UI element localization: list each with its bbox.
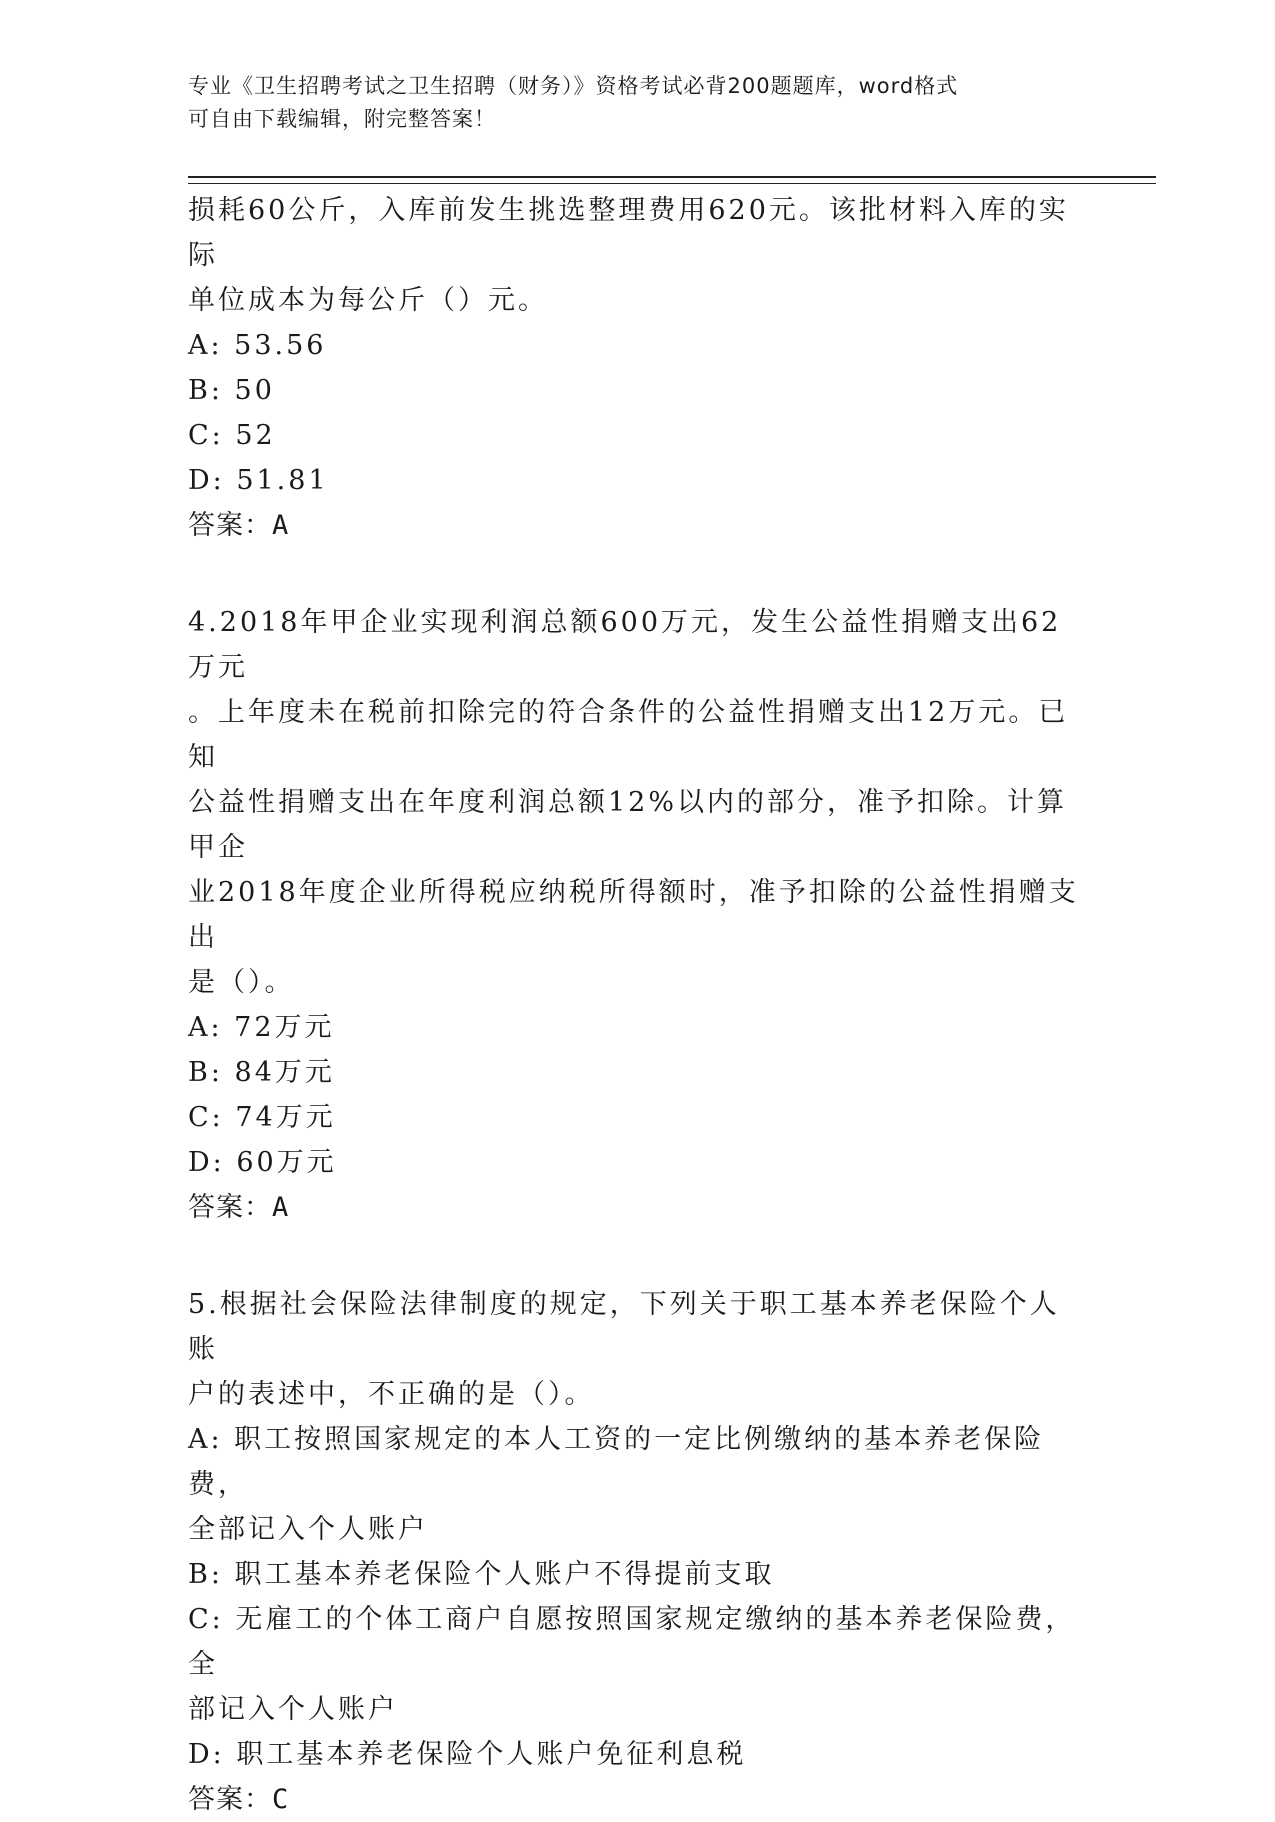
- question-stem-line: 户的表述中，不正确的是（）。: [188, 1379, 595, 1410]
- answer-label: 答案：: [188, 1784, 272, 1815]
- answer-line: [188, 1185, 1088, 1230]
- answer-value: C: [272, 1784, 290, 1815]
- option-c: C: 无雇工的个体工商户自愿按照国家规定缴纳的基本养老保险费，全: [188, 1604, 1076, 1680]
- answer-line: [188, 1777, 1088, 1822]
- option-b: B: 50: [188, 375, 275, 406]
- header-title-line-2: 可自由下载编辑，附完整答案！: [188, 107, 496, 131]
- question-stem-line: 是（）。: [188, 967, 295, 998]
- option-a-continued: 全部记入个人账户: [188, 1514, 428, 1545]
- option-d: D: 职工基本养老保险个人账户免征利息税: [188, 1739, 747, 1770]
- question-stem-line: 单位成本为每公斤（）元。: [188, 285, 548, 316]
- document-body: [188, 188, 1088, 1822]
- header-rule-thin: [188, 183, 1156, 184]
- question-stem-line: 业2018年度企业所得税应纳税所得额时，准予扣除的公益性捐赠支出: [188, 877, 1079, 953]
- option-c: C: 74万元: [188, 1102, 336, 1133]
- option-d: D: 60万元: [188, 1147, 337, 1178]
- answer-line: [188, 503, 1088, 548]
- option-b: B: 职工基本养老保险个人账户不得提前支取: [188, 1559, 775, 1590]
- header-rule-thick: [188, 176, 1156, 178]
- answer-value: A: [272, 1192, 290, 1223]
- question-4: [188, 600, 1088, 1230]
- question-stem-line: 。上年度未在税前扣除完的符合条件的公益性捐赠支出12万元。已知: [188, 697, 1069, 773]
- question-stem-line: 公益性捐赠支出在年度利润总额12%以内的部分，准予扣除。计算甲企: [188, 787, 1068, 863]
- option-c-continued: 部记入个人账户: [188, 1694, 398, 1725]
- option-a: A: 72万元: [188, 1012, 335, 1043]
- option-a: A: 职工按照国家规定的本人工资的一定比例缴纳的基本养老保险费，: [188, 1424, 1045, 1500]
- header-title-line-1: 专业《卫生招聘考试之卫生招聘（财务）》资格考试必背200题题库，word格式: [188, 74, 959, 98]
- option-a: A: 53.56: [188, 330, 327, 361]
- answer-label: 答案：: [188, 510, 272, 541]
- question-3: [188, 188, 1088, 548]
- question-5: [188, 1282, 1088, 1822]
- answer-value: A: [272, 510, 290, 541]
- option-d: D: 51.81: [188, 465, 329, 496]
- question-stem-line: 损耗60公斤，入库前发生挑选整理费用620元。该批材料入库的实际: [188, 195, 1069, 271]
- option-b: B: 84万元: [188, 1057, 335, 1088]
- question-stem-line: 4.2018年甲企业实现利润总额600万元，发生公益性捐赠支出62万元: [188, 607, 1062, 683]
- question-stem-line: 5.根据社会保险法律制度的规定，下列关于职工基本养老保险个人账: [188, 1289, 1060, 1365]
- document-header: [188, 70, 1068, 136]
- option-c: C: 52: [188, 420, 276, 451]
- answer-label: 答案：: [188, 1192, 272, 1223]
